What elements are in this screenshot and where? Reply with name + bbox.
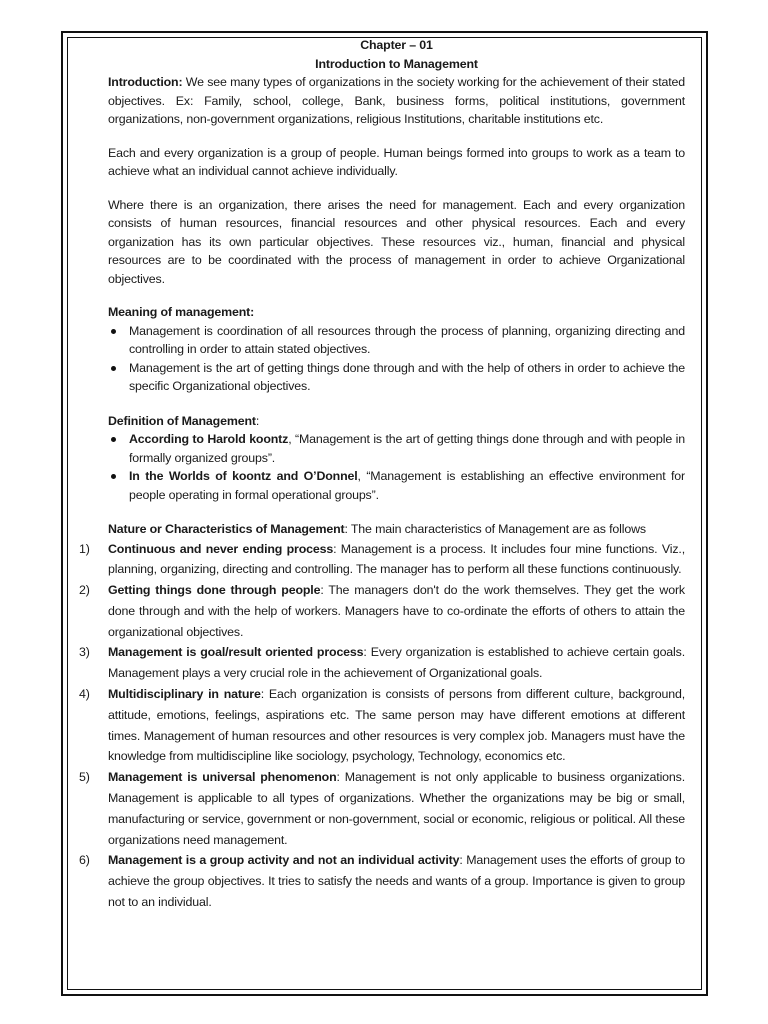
numbered-item: 6) Management is a group activity and not an individual activity: Management uses the efforts of group to achieve the group objectives. It tries to satisfy the needs and wants of a group. Importance is given to group not to an individual. — [79, 853, 685, 910]
list-item: According to Harold koontz, “Management is the art of getting things done through and with people in formally organized groups”. — [108, 430, 685, 467]
paragraph-need-for-management: Where there is an organization, there arises the need for management. Each and every organization consists of human resources, financial resources and other physical resources. Each and every organization has its own particular objectives. These resources viz., human, financial and physical resources are to be coordinated with the process of management in order to achieve Organizational objectives. — [108, 197, 685, 286]
list-item: Management is coordination of all resources through the process of planning, organizing directing and controlling in order to attain stated objectives. — [108, 322, 685, 359]
paragraph-group: Each and every organization is a group of people. Human beings formed into groups to work as a team to achieve what an individual cannot achieve individually. — [108, 145, 685, 178]
intro-paragraph — [108, 73, 685, 129]
definition-list — [108, 430, 685, 504]
list-item: In the Worlds of koontz and O’Donnel, “Management is establishing an effective environment for people operating in formal operational groups”. — [108, 467, 685, 504]
definition-heading-line: Definition of Management: — [108, 413, 260, 428]
nature-heading-line: Nature or Characteristics of Management: The main characteristics of Management are as follows — [108, 522, 646, 536]
document-body — [79, 36, 685, 913]
nature-list — [79, 539, 685, 913]
numbered-item: 4) Multidisciplinary in nature: Each organization is consists of persons from different culture, background, attitude, emotions, feelings, aspirations etc. The same person may have different emotions at different times. Management of human resources and other resources is very complex job. Managers must have the knowledge from multidiscipline like sociology, psychology, Technology, economics etc. — [79, 687, 685, 764]
numbered-item: 3) Management is goal/result oriented process: Every organization is established to achieve certain goals. Management plays a very crucial role in the achievement of Organizational goals. — [79, 645, 685, 681]
numbered-item: 1) Continuous and never ending process: Management is a process. It includes four mine functions. Viz., planning, organizing, directing and controlling. The manager has to perform all these functions continuously. — [79, 541, 685, 577]
intro-text: We see many types of organizations in the society working for the achievement of their stated objectives. Ex: Family, school, college, Bank, business forms, political institutions, government organizations, non-government organizations, religious Institutions, charitable institutions etc. — [108, 75, 685, 126]
bullet-icon — [111, 437, 116, 442]
meaning-list — [108, 322, 685, 396]
numbered-item: 5) Management is universal phenomenon: Management is not only applicable to business organizations. Management is applicable to all types of organizations. Whether the organizations may be big or small, manufacturing or service, government or non-government, social or economic, religious or political. All these organizations need management. — [79, 770, 685, 847]
definition-heading: Definition of Management — [108, 413, 256, 428]
chapter-title: Introduction to Management — [315, 56, 478, 71]
chapter-number: Chapter – 01 — [360, 38, 433, 52]
bullet-icon — [111, 366, 116, 371]
meaning-heading: Meaning of management: — [108, 305, 255, 319]
bullet-icon — [111, 329, 116, 334]
list-item: Management is the art of getting things done through and with the help of others in order to achieve the specific Organizational objectives. — [108, 359, 685, 396]
numbered-item: 2) Getting things done through people: The managers don't do the work themselves. They get the work done through and with the help of workers. Managers have to co-ordinate the efforts of others to attain the organizational objectives. — [79, 583, 685, 639]
intro-label: Introduction: — [108, 75, 183, 89]
nature-heading: Nature or Characteristics of Management — [108, 522, 345, 536]
bullet-icon — [111, 474, 116, 479]
